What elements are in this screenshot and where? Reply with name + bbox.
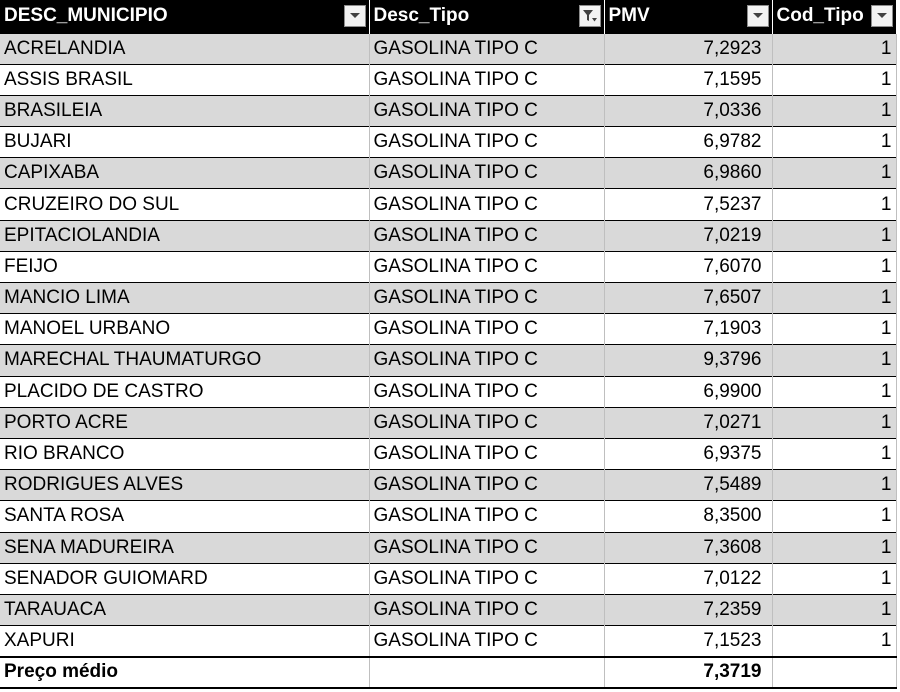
- cell-pmv[interactable]: 7,1595: [604, 64, 772, 95]
- cell-desc-tipo[interactable]: GASOLINA TIPO C: [369, 283, 604, 314]
- table-row: [0, 158, 896, 189]
- cell-desc-tipo[interactable]: GASOLINA TIPO C: [369, 33, 604, 64]
- cell-cod-tipo[interactable]: 1: [772, 64, 896, 95]
- cell-desc-tipo[interactable]: GASOLINA TIPO C: [369, 220, 604, 251]
- cell-desc-tipo[interactable]: GASOLINA TIPO C: [369, 501, 604, 532]
- cell-desc-tipo[interactable]: GASOLINA TIPO C: [369, 251, 604, 282]
- cell-municipio[interactable]: XAPURI: [0, 626, 369, 657]
- cell-municipio[interactable]: MARECHAL THAUMATURGO: [0, 345, 369, 376]
- filter-active-icon[interactable]: [579, 5, 601, 27]
- cell-pmv[interactable]: 7,0219: [604, 220, 772, 251]
- cell-municipio[interactable]: CRUZEIRO DO SUL: [0, 189, 369, 220]
- dropdown-arrow-icon[interactable]: [344, 5, 366, 27]
- cell-pmv[interactable]: 7,1523: [604, 626, 772, 657]
- cell-municipio[interactable]: SENA MADUREIRA: [0, 532, 369, 563]
- cell-pmv[interactable]: 7,0271: [604, 407, 772, 438]
- cell-pmv[interactable]: 7,2923: [604, 33, 772, 64]
- cell-cod-tipo[interactable]: 1: [772, 470, 896, 501]
- cell-desc-tipo[interactable]: GASOLINA TIPO C: [369, 438, 604, 469]
- cell-cod-tipo[interactable]: 1: [772, 438, 896, 469]
- cell-cod-tipo[interactable]: 1: [772, 407, 896, 438]
- table-row: [0, 189, 896, 220]
- cell-municipio[interactable]: FEIJO: [0, 251, 369, 282]
- cell-cod-tipo[interactable]: 1: [772, 594, 896, 625]
- table-row: [0, 33, 896, 64]
- cell-desc-tipo[interactable]: GASOLINA TIPO C: [369, 127, 604, 158]
- cell-desc-tipo[interactable]: GASOLINA TIPO C: [369, 345, 604, 376]
- cell-pmv[interactable]: 7,5489: [604, 470, 772, 501]
- cell-cod-tipo[interactable]: 1: [772, 345, 896, 376]
- cell-municipio[interactable]: RODRIGUES ALVES: [0, 470, 369, 501]
- dropdown-arrow-icon[interactable]: [871, 5, 893, 27]
- cell-desc-tipo[interactable]: GASOLINA TIPO C: [369, 376, 604, 407]
- cell-pmv[interactable]: 6,9782: [604, 127, 772, 158]
- table-row: [0, 64, 896, 95]
- cell-cod-tipo[interactable]: 1: [772, 314, 896, 345]
- table-row: [0, 251, 896, 282]
- cell-municipio[interactable]: BRASILEIA: [0, 95, 369, 126]
- cell-cod-tipo[interactable]: 1: [772, 532, 896, 563]
- cell-pmv[interactable]: 7,2359: [604, 594, 772, 625]
- table-row: [0, 594, 896, 625]
- cell-municipio[interactable]: PORTO ACRE: [0, 407, 369, 438]
- table-row: [0, 314, 896, 345]
- table-row: [0, 407, 896, 438]
- cell-cod-tipo[interactable]: 1: [772, 626, 896, 657]
- header-label: Cod_Tipo: [776, 5, 864, 27]
- cell-pmv[interactable]: 6,9860: [604, 158, 772, 189]
- cell-cod-tipo[interactable]: 1: [772, 127, 896, 158]
- header-label: PMV: [608, 5, 650, 27]
- cell-municipio[interactable]: CAPIXABA: [0, 158, 369, 189]
- cell-municipio[interactable]: RIO BRANCO: [0, 438, 369, 469]
- table-row: [0, 95, 896, 126]
- cell-municipio[interactable]: MANOEL URBANO: [0, 314, 369, 345]
- total-row: [0, 657, 896, 688]
- cell-pmv[interactable]: 7,0336: [604, 95, 772, 126]
- header-row: [0, 0, 896, 33]
- header-label: DESC_MUNICIPIO: [4, 5, 168, 27]
- cell-desc-tipo[interactable]: GASOLINA TIPO C: [369, 314, 604, 345]
- cell-desc-tipo[interactable]: GASOLINA TIPO C: [369, 64, 604, 95]
- cell-municipio[interactable]: SENADOR GUIOMARD: [0, 563, 369, 594]
- table-row: [0, 283, 896, 314]
- cell-desc-tipo[interactable]: GASOLINA TIPO C: [369, 95, 604, 126]
- table-row: [0, 438, 896, 469]
- cell-municipio[interactable]: MANCIO LIMA: [0, 283, 369, 314]
- total-cod-cell: [772, 657, 896, 688]
- cell-desc-tipo[interactable]: GASOLINA TIPO C: [369, 158, 604, 189]
- cell-desc-tipo[interactable]: GASOLINA TIPO C: [369, 470, 604, 501]
- cell-cod-tipo[interactable]: 1: [772, 376, 896, 407]
- cell-desc-tipo[interactable]: GASOLINA TIPO C: [369, 594, 604, 625]
- cell-cod-tipo[interactable]: 1: [772, 501, 896, 532]
- cell-desc-tipo[interactable]: GASOLINA TIPO C: [369, 407, 604, 438]
- cell-pmv[interactable]: 7,0122: [604, 563, 772, 594]
- cell-municipio[interactable]: SANTA ROSA: [0, 501, 369, 532]
- cell-desc-tipo[interactable]: GASOLINA TIPO C: [369, 563, 604, 594]
- cell-municipio[interactable]: ASSIS BRASIL: [0, 64, 369, 95]
- cell-cod-tipo[interactable]: 1: [772, 283, 896, 314]
- table-row: [0, 345, 896, 376]
- cell-pmv[interactable]: 9,3796: [604, 345, 772, 376]
- total-label: Preço médio: [0, 657, 369, 688]
- header-desc-tipo: [369, 0, 604, 33]
- cell-desc-tipo[interactable]: GASOLINA TIPO C: [369, 626, 604, 657]
- table-row: [0, 501, 896, 532]
- header-pmv: [604, 0, 772, 33]
- cell-pmv[interactable]: 7,6070: [604, 251, 772, 282]
- cell-municipio[interactable]: BUJARI: [0, 127, 369, 158]
- table-row: [0, 563, 896, 594]
- header-desc-municipio: [0, 0, 369, 33]
- table-row: [0, 376, 896, 407]
- cell-cod-tipo[interactable]: 1: [772, 220, 896, 251]
- cell-cod-tipo[interactable]: 1: [772, 563, 896, 594]
- cell-pmv[interactable]: 6,9375: [604, 438, 772, 469]
- cell-pmv[interactable]: 8,3500: [604, 501, 772, 532]
- cell-cod-tipo[interactable]: 1: [772, 33, 896, 64]
- cell-municipio[interactable]: EPITACIOLANDIA: [0, 220, 369, 251]
- cell-cod-tipo[interactable]: 1: [772, 251, 896, 282]
- cell-pmv[interactable]: 7,3608: [604, 532, 772, 563]
- cell-pmv[interactable]: 7,1903: [604, 314, 772, 345]
- table-row: [0, 532, 896, 563]
- dropdown-arrow-icon[interactable]: [747, 5, 769, 27]
- cell-cod-tipo[interactable]: 1: [772, 95, 896, 126]
- table-row: [0, 127, 896, 158]
- header-label: Desc_Tipo: [373, 5, 470, 27]
- cell-municipio[interactable]: PLACIDO DE CASTRO: [0, 376, 369, 407]
- header-cod-tipo: [772, 0, 896, 33]
- cell-cod-tipo[interactable]: 1: [772, 189, 896, 220]
- cell-cod-tipo[interactable]: 1: [772, 158, 896, 189]
- total-pmv-value: 7,3719: [604, 657, 772, 688]
- table-row: [0, 470, 896, 501]
- table-row: [0, 626, 896, 657]
- cell-municipio[interactable]: TARAUACA: [0, 594, 369, 625]
- total-tipo-cell: [369, 657, 604, 688]
- cell-municipio[interactable]: ACRELANDIA: [0, 33, 369, 64]
- cell-desc-tipo[interactable]: GASOLINA TIPO C: [369, 532, 604, 563]
- cell-pmv[interactable]: 7,5237: [604, 189, 772, 220]
- cell-pmv[interactable]: 7,6507: [604, 283, 772, 314]
- cell-pmv[interactable]: 6,9900: [604, 376, 772, 407]
- table-row: [0, 220, 896, 251]
- cell-desc-tipo[interactable]: GASOLINA TIPO C: [369, 189, 604, 220]
